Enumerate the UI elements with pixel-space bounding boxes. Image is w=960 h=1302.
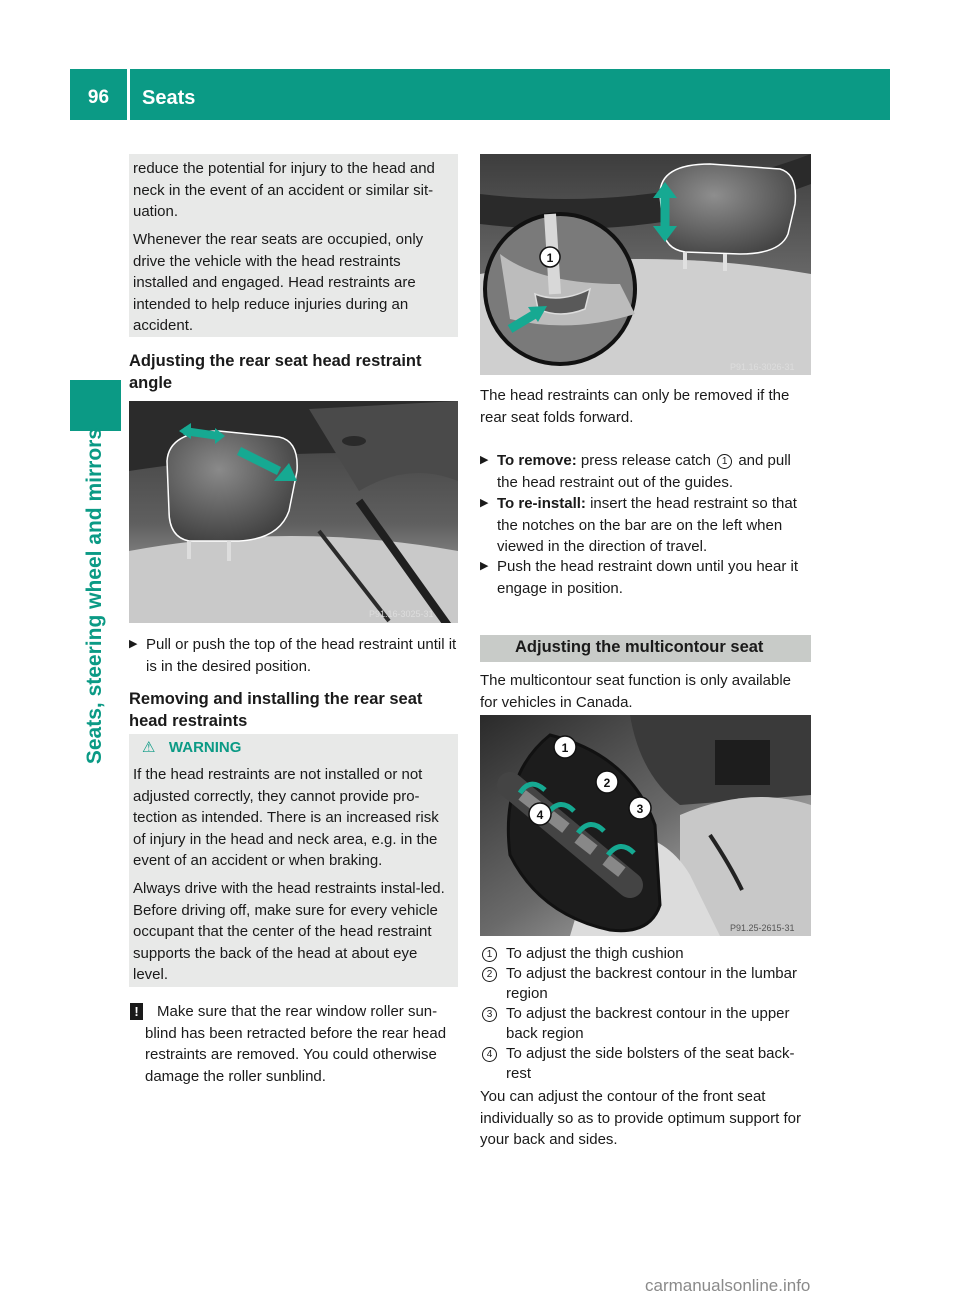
step-arrow-icon: ▶ — [480, 497, 489, 509]
removal-intro: The head restraints can only be removed if the rear seat folds forward. — [480, 387, 790, 426]
number-2-icon: 2 — [482, 967, 497, 982]
step-remove-label: To remove: — [497, 452, 577, 469]
list-item — [480, 944, 811, 964]
step-push-text: Push the head restraint down until you hear it engage in position. — [497, 558, 799, 597]
list-item — [480, 964, 811, 1003]
side-tab-marker — [70, 380, 121, 431]
list-item-text: To adjust the thigh cushion — [506, 945, 684, 962]
warning-continuation-box — [129, 154, 458, 337]
callout-2: 2 — [603, 776, 611, 790]
image-code: P91.16-3026-31 — [730, 362, 795, 372]
callout-3: 3 — [636, 802, 644, 816]
number-3-icon: 3 — [482, 1007, 497, 1022]
headrest-angle-graphic — [129, 401, 458, 623]
multicontour-graphic — [480, 715, 811, 936]
step-arrow-icon: ▶ — [129, 638, 138, 650]
image-code: P91.25-2615-31 — [730, 923, 795, 933]
warning-paragraph-2: Always drive with the head restraints instal-led. Before driving off, make sure for every vehicle occupant that the center of the head restraint supports the back of the head at about eye level. — [133, 880, 445, 983]
list-item-text: To adjust the backrest contour in the lumbar region — [506, 965, 797, 1002]
note-paragraph: Make sure that the rear window roller sun-blind has been retracted before the rear head restraints are removed. You could otherwise damage the roller sunblind. — [145, 1003, 447, 1085]
section-heading-rear-angle: Adjusting the rear seat head restraint angle — [129, 352, 422, 392]
warning-paragraph-1: If the head restraints are not installed or not adjusted correctly, they cannot provide pro-tection as intended. There is an increased risk of injury in the head and neck area, e.g. in the event of an accident or when braking. — [133, 766, 439, 869]
callout-1: 1 — [561, 741, 569, 755]
side-tab-text: Seats, steering wheel and mirrors — [82, 428, 106, 765]
box-paragraph-2: Whenever the rear seats are occupied, only drive the vehicle with the head restraints installed and engaged. Head restraints are intended to help reduce injuries during an accident. — [133, 231, 424, 334]
section-heading-multicontour: Adjusting the multicontour seat — [515, 638, 764, 656]
step-arrow-icon: ▶ — [480, 560, 489, 572]
callout-1-icon: 1 — [717, 454, 732, 469]
number-1-icon: 1 — [482, 947, 497, 962]
step-reinstall-label: To re-install: — [497, 495, 586, 512]
page-header — [70, 69, 890, 120]
headrest-removal-illustration — [480, 154, 811, 375]
headrest-removal-graphic — [480, 154, 811, 375]
image-code: P91.16-3025-31 — [369, 609, 434, 619]
warning-box — [129, 734, 458, 987]
page-number: 96 — [87, 87, 110, 108]
step-adjust-angle — [129, 634, 461, 677]
watermark: carmanualsonline.info — [645, 1276, 811, 1295]
headrest-angle-illustration — [129, 401, 458, 623]
warning-header — [142, 738, 241, 757]
page-title: Seats — [142, 87, 196, 109]
step-remove-text-a: press release catch — [580, 452, 711, 469]
warning-triangle-icon: ⚠ — [142, 739, 156, 756]
list-item-text: To adjust the side bolsters of the seat back-rest — [506, 1045, 795, 1082]
list-item — [480, 1044, 811, 1083]
callout-1: 1 — [546, 251, 554, 265]
list-item — [480, 1004, 811, 1043]
header-divider — [127, 69, 130, 120]
step-text: Pull or push the top of the head restraint until it is in the desired position. — [146, 636, 457, 675]
list-item-text: To adjust the backrest contour in the upper back region — [506, 1005, 790, 1042]
section-heading-removing: Removing and installing the rear seat head restraints — [129, 690, 423, 730]
box-paragraph-1: reduce the potential for injury to the head and neck in the event of an accident or similar sit-uation. — [133, 160, 435, 220]
note-exclamation-icon: ! — [130, 1003, 143, 1020]
multicontour-intro: The multicontour seat function is only available for vehicles in Canada. — [480, 672, 792, 711]
step-reinstall-text: insert the head restraint so that the notches on the bar are on the left when viewed in the direction of travel. — [497, 495, 797, 555]
step-push-down — [480, 556, 812, 599]
section-bar-multicontour — [480, 635, 811, 662]
multicontour-illustration — [480, 715, 811, 936]
closing-paragraph: You can adjust the contour of the front seat individually so as to provide optimum support for your back and sides. — [480, 1088, 801, 1148]
number-4-icon: 4 — [482, 1047, 497, 1062]
step-reinstall — [480, 493, 812, 558]
step-remove — [480, 450, 812, 493]
warning-label: WARNING — [168, 739, 242, 756]
side-tab-label — [82, 428, 107, 1028]
step-remove-text-b: and pull the head restraint out of the guides. — [497, 452, 791, 491]
callout-4: 4 — [536, 808, 544, 822]
step-arrow-icon: ▶ — [480, 454, 489, 466]
